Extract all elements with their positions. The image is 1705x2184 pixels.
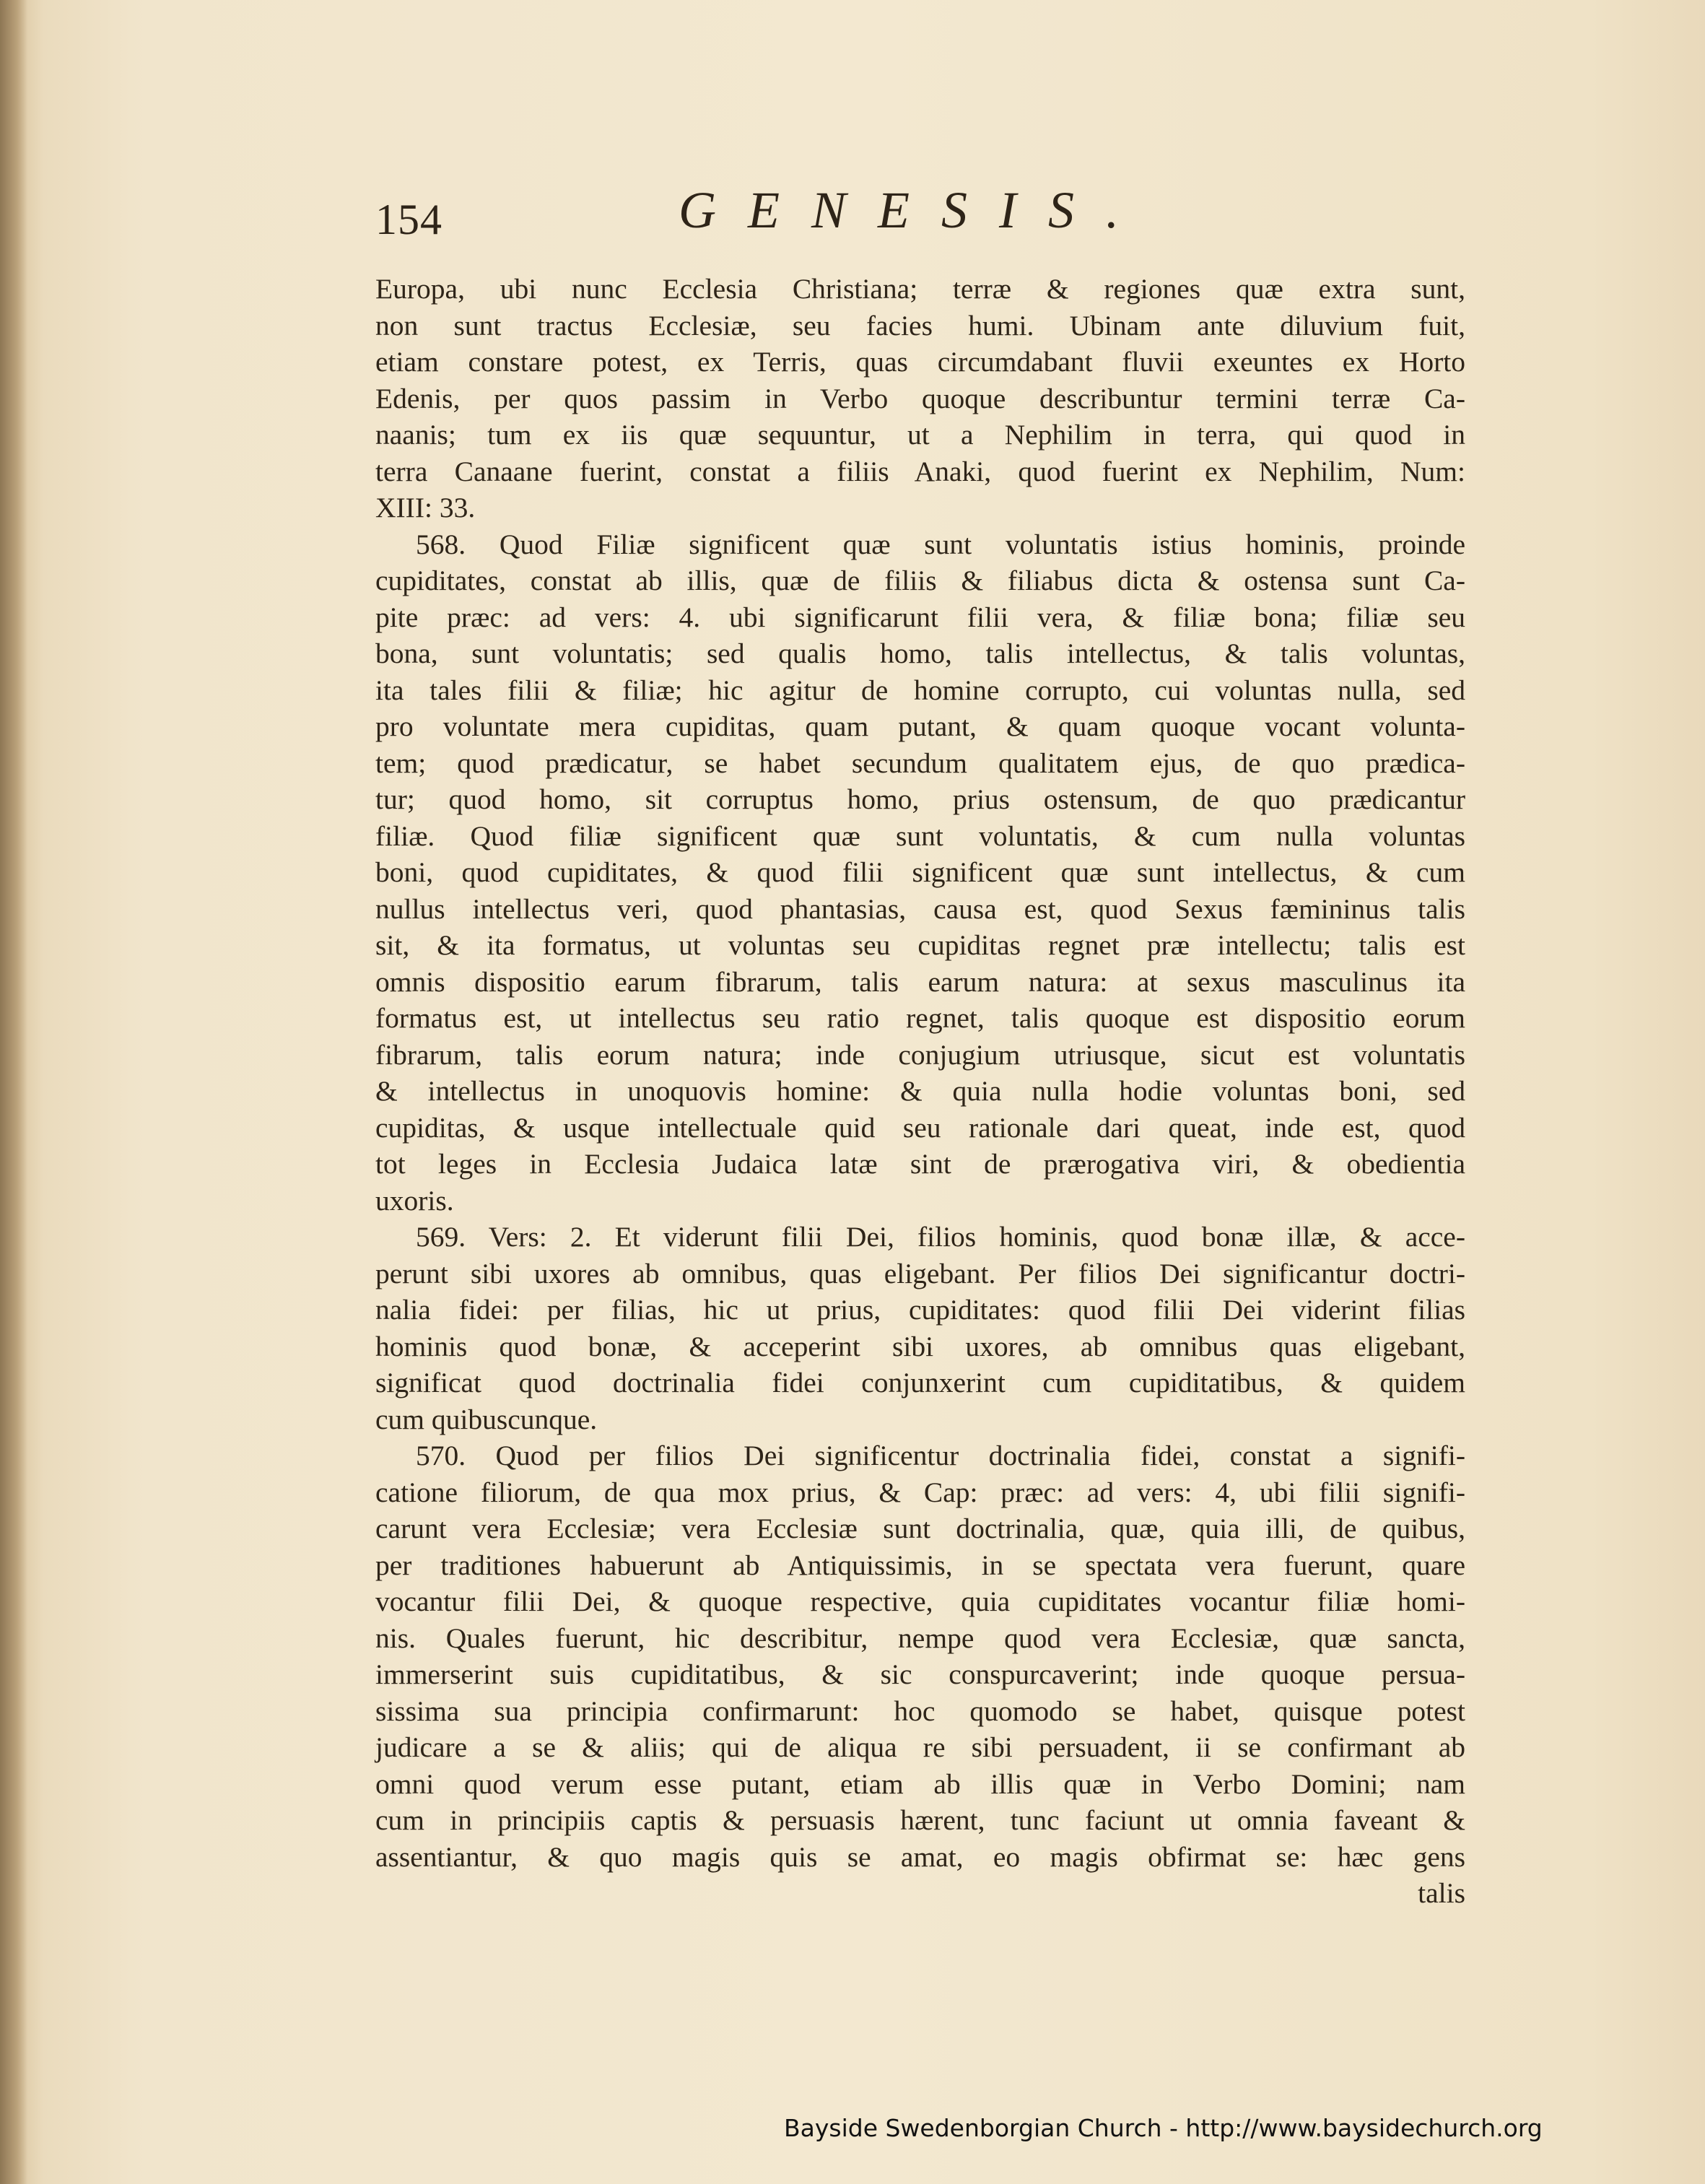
text-line: uxoris.: [375, 1184, 454, 1217]
text-line: cum quibuscunque.: [375, 1403, 598, 1435]
text-line: catione filiorum, de qua mox prius, & Cap: præc: ad vers: 4, ubi filii signifi-: [375, 1476, 1465, 1508]
text-line: & intellectus in unoquovis homine: & quia nulla hodie voluntas boni, sed: [375, 1075, 1465, 1107]
running-head: [375, 180, 1473, 260]
text-line: Europa, ubi nunc Ecclesia Christiana; terræ & regiones quæ extra sunt,: [375, 273, 1465, 305]
paragraph-569-start: 569. Vers: 2. Et viderunt filii Dei, filios hominis, quod bonæ illæ, & acce-: [416, 1221, 1465, 1253]
text-line: nullus intellectus veri, quod phantasias, causa est, quod Sexus fæmininus talis: [375, 892, 1465, 925]
text-line: nis. Quales fuerunt, hic describitur, nempe quod vera Ecclesiæ, quæ sancta,: [375, 1622, 1465, 1654]
text-line: per traditiones habuerunt ab Antiquissimis, in se spectata vera fuerunt, quare: [375, 1549, 1465, 1581]
text-line: etiam constare potest, ex Terris, quas circumdabant fluvii exeuntes ex Horto: [375, 346, 1465, 378]
text-line: naanis; tum ex iis quæ sequuntur, ut a Nephilim in terra, qui quod in: [375, 419, 1465, 451]
book-gutter: [0, 0, 27, 2184]
text-line: cupiditates, constat ab illis, quæ de filiis & filiabus dicta & ostensa sunt Ca-: [375, 565, 1465, 596]
text-line: omni quod verum esse putant, etiam ab illis quæ in Verbo Domini; nam: [375, 1767, 1465, 1800]
paragraph-568-start: 568. Quod Filiæ significent quæ sunt voluntatis istius hominis, proinde: [416, 528, 1465, 560]
text-line: tot leges in Ecclesia Judaica latæ sint de prærogativa viri, & obedientia: [375, 1148, 1465, 1180]
text-line: XIII: 33.: [375, 492, 476, 523]
text-line: bona, sunt voluntatis; sed qualis homo, talis intellectus, & talis voluntas,: [375, 638, 1465, 669]
text-line: assentiantur, & quo magis quis se amat, eo magis obfirmat se: hæc gens: [375, 1840, 1465, 1873]
text-line: filiæ. Quod filiæ significent quæ sunt voluntatis, & cum nulla voluntas: [375, 819, 1465, 852]
watermark-caption: Bayside Swedenborgian Church - http://www.baysidechurch.org: [784, 2114, 1543, 2142]
text-line: pite præc: ad vers: 4. ubi significarunt filii vera, & filiæ bona; filiæ seu: [375, 601, 1465, 633]
text-line: significat quod doctrinalia fidei conjunxerint cum cupiditatibus, & quidem: [375, 1367, 1465, 1398]
text-line: cum in principiis captis & persuasis hærent, tunc faciunt ut omnia faveant &: [375, 1804, 1465, 1836]
body-text: [375, 271, 1465, 1912]
text-line: tem; quod prædicatur, se habet secundum qualitatem ejus, de quo prædica-: [375, 747, 1465, 779]
text-line: Edenis, per quos passim in Verbo quoque describuntur termini terræ Ca-: [375, 382, 1465, 414]
text-line: cupiditas, & usque intellectuale quid seu rationale dari queat, inde est, quod: [375, 1111, 1465, 1144]
text-line: fibrarum, talis eorum natura; inde conjugium utriusque, sicut est voluntatis: [375, 1038, 1465, 1071]
text-line: tur; quod homo, sit corruptus homo, prius ostensum, de quo prædicantur: [375, 783, 1465, 815]
text-line: nalia fidei: per filias, hic ut prius, cupiditates: quod filii Dei viderint filias: [375, 1294, 1465, 1326]
catchword: talis: [1418, 1877, 1465, 1909]
text-line: terra Canaane fuerint, constat a filiis Anaki, quod fuerint ex Nephilim, Num:: [375, 455, 1465, 487]
text-line: pro voluntate mera cupiditas, quam putant, & quam quoque vocant volunta-: [375, 710, 1465, 742]
text-line: non sunt tractus Ecclesiæ, seu facies humi. Ubinam ante diluvium fuit,: [375, 309, 1465, 341]
text-line: sissima sua principia confirmarunt: hoc quomodo se habet, quisque potest: [375, 1694, 1465, 1727]
page-number: 154: [375, 196, 442, 243]
text-line: sit, & ita formatus, ut voluntas seu cupiditas regnet præ intellectu; talis est: [375, 929, 1465, 961]
text-line: judicare a se & aliis; qui de aliqua re sibi persuadent, ii se confirmant ab: [375, 1731, 1465, 1763]
text-line: boni, quod cupiditates, & quod filii significent quæ sunt intellectus, & cum: [375, 856, 1465, 888]
paragraph-570-start: 570. Quod per filios Dei significentur doctrinalia fidei, constat a signifi-: [416, 1440, 1465, 1471]
running-title: GENESIS.: [679, 181, 1151, 239]
text-line: omnis dispositio earum fibrarum, talis earum natura: at sexus masculinus ita: [375, 965, 1465, 998]
text-line: ita tales filii & filiæ; hic agitur de homine corrupto, cui voluntas nulla, sed: [375, 674, 1465, 706]
text-line: vocantur filii Dei, & quoque respective, quia cupiditates vocantur filiæ homi-: [375, 1585, 1465, 1617]
text-line: formatus est, ut intellectus seu ratio regnet, talis quoque est dispositio eorum: [375, 1002, 1465, 1034]
text-line: immerserint suis cupiditatibus, & sic conspurcaverint; inde quoque persua-: [375, 1658, 1465, 1690]
text-line: hominis quod bonæ, & acceperint sibi uxores, ab omnibus quas eligebant,: [375, 1330, 1465, 1362]
text-line: carunt vera Ecclesiæ; vera Ecclesiæ sunt doctrinalia, quæ, quia illi, de quibus,: [375, 1513, 1465, 1544]
text-line: perunt sibi uxores ab omnibus, quas eligebant. Per filios Dei significantur doctri-: [375, 1257, 1465, 1289]
